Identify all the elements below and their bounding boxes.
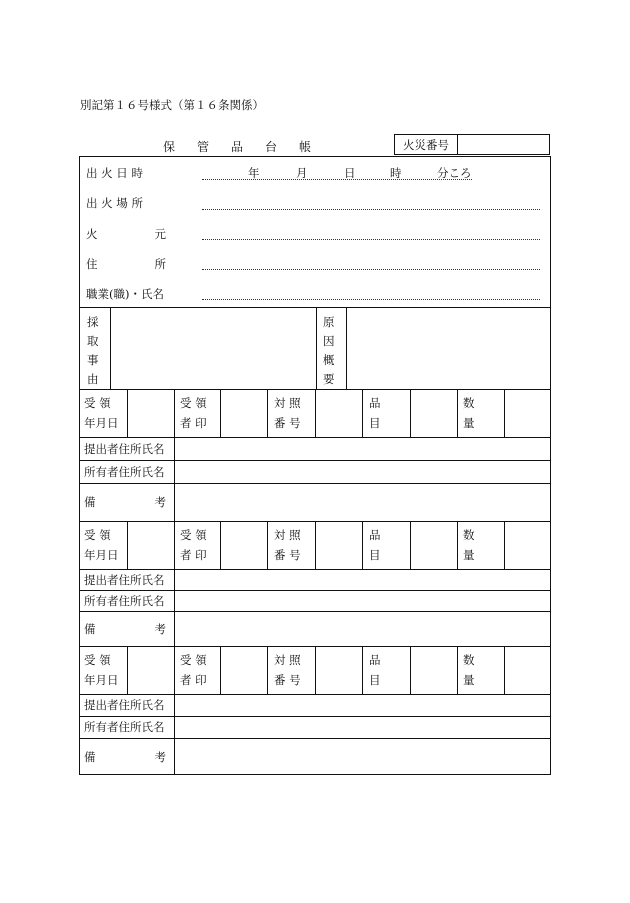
column-divider	[174, 646, 175, 694]
owner-field[interactable]	[176, 717, 548, 737]
ref-number-label-line2: 番 号	[274, 673, 301, 687]
datetime-label-text: 出 火 日 時	[86, 166, 143, 180]
title-char: 管	[196, 139, 209, 154]
item-label-line2: 目	[369, 416, 381, 430]
quantity-label-line2: 量	[463, 548, 475, 562]
unit-minute: 分ころ	[437, 166, 472, 180]
title-char: 保	[162, 139, 175, 154]
fire-number-field[interactable]	[458, 135, 549, 154]
receiver-seal-label-line1: 受 領	[180, 653, 207, 667]
receiver-seal-label-line2: 者 印	[180, 548, 207, 562]
column-divider	[362, 646, 363, 694]
occupation-field[interactable]	[202, 299, 540, 300]
entry-value-field[interactable]	[505, 523, 549, 567]
column-divider	[174, 389, 175, 437]
fire-number-label: 火災番号	[395, 135, 458, 154]
receipt-date-label-line2: 年月日	[84, 416, 119, 430]
submitter-label: 提出者住所氏名	[84, 698, 165, 712]
column-divider	[457, 646, 458, 694]
column-divider	[267, 646, 268, 694]
unit-hour: 時	[390, 166, 402, 180]
fire-number-box	[394, 134, 550, 155]
cause-summary-label: 原 因 概 要	[323, 315, 335, 386]
quantity-label-line2: 量	[463, 416, 475, 430]
collection-reason-label: 採 取 事 由	[87, 315, 99, 386]
column-divider	[457, 389, 458, 437]
column-divider	[267, 389, 268, 437]
receipt-date-label-line2: 年月日	[84, 548, 119, 562]
item-label-line2: 目	[369, 673, 381, 687]
item-label-line1: 品	[369, 653, 381, 667]
ref-number-label-line2: 番 号	[274, 548, 301, 562]
item-label-line2: 目	[369, 548, 381, 562]
entry-value-field[interactable]	[221, 391, 266, 435]
remarks-label: 備 考	[84, 622, 166, 636]
entry-value-field[interactable]	[411, 391, 456, 435]
form-header: 別記第１６号様式（第１６条関係）	[80, 98, 264, 112]
place-field[interactable]	[202, 209, 540, 210]
place-label: 出 火 場 所	[86, 196, 143, 210]
unit-day: 日	[344, 166, 356, 180]
remarks-label: 備 考	[84, 495, 166, 509]
owner-label: 所有者住所氏名	[84, 594, 165, 608]
submitter-label: 提出者住所氏名	[84, 573, 165, 587]
submitter-field[interactable]	[176, 438, 548, 459]
page-title	[80, 135, 394, 157]
title-char: 台	[265, 139, 278, 154]
column-divider	[457, 521, 458, 569]
unit-month: 月	[296, 166, 308, 180]
receiver-seal-label-line1: 受 領	[180, 396, 207, 410]
ref-number-label-line1: 対 照	[274, 528, 301, 542]
quantity-label-line1: 数	[463, 653, 475, 667]
remarks-label: 備 考	[84, 750, 166, 764]
column-divider	[362, 521, 363, 569]
column-divider	[267, 521, 268, 569]
submitter-label: 提出者住所氏名	[84, 442, 165, 456]
quantity-label-line1: 数	[463, 528, 475, 542]
entry-value-field[interactable]	[505, 648, 549, 692]
entry-value-field[interactable]	[316, 648, 361, 692]
remarks-field[interactable]	[176, 484, 548, 520]
receiver-seal-label-line1: 受 領	[180, 528, 207, 542]
column-divider	[362, 389, 363, 437]
ref-number-label-line1: 対 照	[274, 396, 301, 410]
collection-reason-field[interactable]	[112, 309, 314, 387]
entry-value-field[interactable]	[128, 523, 173, 567]
item-label-line1: 品	[369, 528, 381, 542]
ref-number-label-line1: 対 照	[274, 653, 301, 667]
receipt-date-label-line1: 受 領	[84, 528, 111, 542]
address-field[interactable]	[202, 269, 540, 270]
receipt-date-label-line1: 受 領	[84, 653, 111, 667]
receiver-seal-label-line2: 者 印	[180, 416, 207, 430]
receiver-seal-label-line2: 者 印	[180, 673, 207, 687]
remarks-field[interactable]	[176, 739, 548, 774]
quantity-label-line1: 数	[463, 396, 475, 410]
occupation-label: 職業(職)・氏名	[86, 287, 164, 301]
entry-value-field[interactable]	[128, 391, 173, 435]
owner-label: 所有者住所氏名	[84, 720, 165, 734]
quantity-label-line2: 量	[463, 673, 475, 687]
unit-year: 年	[248, 166, 260, 180]
submitter-field[interactable]	[176, 695, 548, 715]
item-label-line1: 品	[369, 396, 381, 410]
entry-value-field[interactable]	[411, 523, 456, 567]
datetime-field[interactable]	[202, 179, 472, 180]
owner-field[interactable]	[176, 461, 548, 482]
origin-label: 火 元	[86, 227, 166, 241]
address-label: 住 所	[86, 257, 166, 271]
entry-value-field[interactable]	[316, 523, 361, 567]
datetime-label	[86, 165, 166, 181]
title-char: 品	[230, 139, 243, 154]
column-divider	[174, 569, 175, 646]
ref-number-label-line2: 番 号	[274, 416, 301, 430]
entry-value-field[interactable]	[411, 648, 456, 692]
origin-field[interactable]	[202, 239, 540, 240]
entry-value-field[interactable]	[221, 523, 266, 567]
entry-value-field[interactable]	[128, 648, 173, 692]
receipt-date-label-line1: 受 領	[84, 396, 111, 410]
column-divider	[174, 521, 175, 569]
entry-value-field[interactable]	[316, 391, 361, 435]
column-divider	[174, 437, 175, 521]
cause-summary-field[interactable]	[348, 309, 548, 387]
entry-value-field[interactable]	[221, 648, 266, 692]
submitter-field[interactable]	[176, 570, 548, 589]
title-char: 帳	[299, 139, 312, 154]
remarks-field[interactable]	[176, 612, 548, 645]
receipt-date-label-line2: 年月日	[84, 673, 119, 687]
owner-label: 所有者住所氏名	[84, 465, 165, 479]
column-divider	[174, 694, 175, 775]
owner-field[interactable]	[176, 591, 548, 610]
entry-value-field[interactable]	[505, 391, 549, 435]
